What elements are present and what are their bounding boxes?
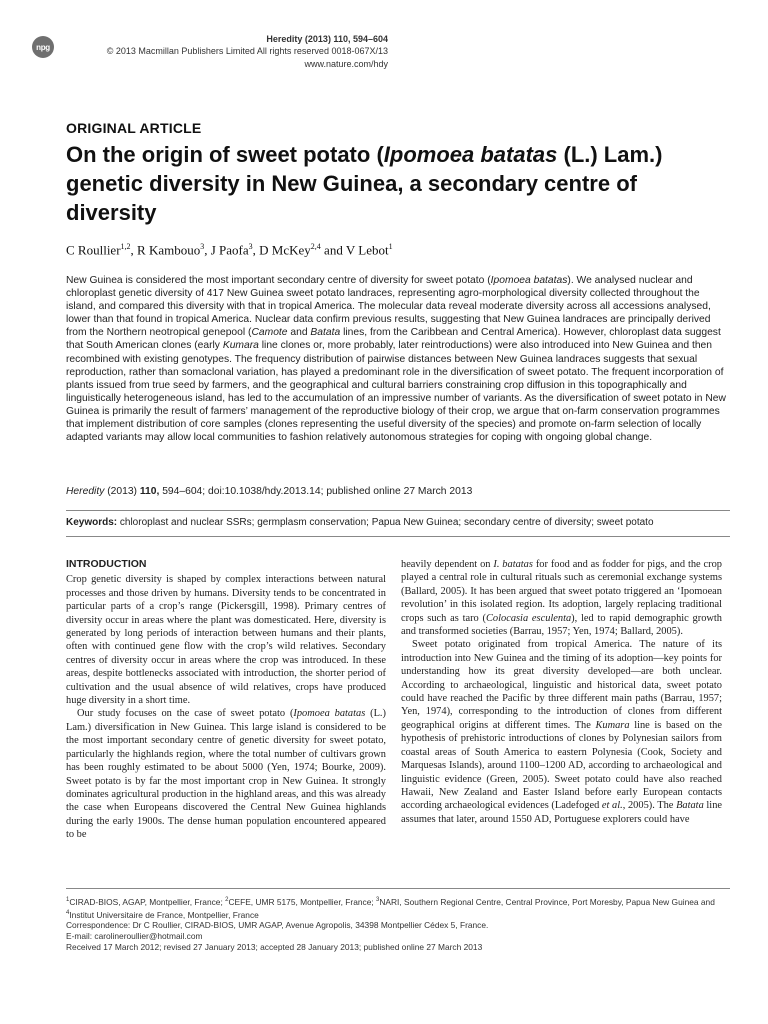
body-paragraph: heavily dependent on I. batatas for food and as fodder for pigs, and the crop played a central role in cultural rituals such as ceremonial exchange systems (Ballard, 2005). It has been argued that sweet potato triggered an ‘Ipomoean revolution’ in this isolated region. Its adoption, largely replacing traditional crops such as taro (Colocasia esculenta), led to rapid demographic growth and transformed societies (Barrau, 1957; Yen, 1974; Ballard, 2005). [401,559,722,638]
journal-citation: Heredity (2013) 110, 594–604 [266,34,388,44]
body-paragraph: Crop genetic diversity is shaped by complex interactions between natural processes and those driven by humans. Diversity tends to be concentrated in particular parts of a crop’s range (Pickersgill, 1998). Primary centres of diversity occur in areas where the plant was domesticated. Here, diversity is generated by long periods of interaction between humans and their plants, often with continued gene flow with the crop’s wild relatives. Secondary centres of diversity occur in areas where the crop was introduced. In these areas, despite bottlenecks associated with introduction, the shorter period of cultivation and the usual absence of wild relatives, crops have produced huge diversity in a short time. [66,574,386,707]
footnote-rule [66,888,730,889]
author-affiliation: 3 [200,242,205,251]
author-name: D McKey [259,242,311,258]
citation-volume: 110, [139,486,160,497]
citation-year: (2013) [104,486,140,497]
keywords-bottom-rule [66,536,730,537]
received-dates: Received 17 March 2012; revised 27 January 2013; accepted 28 January 2013; published online 27 March 2013 [66,941,483,952]
body-paragraph: Sweet potato originated from tropical America. The nature of its introduction into New Guinea and the timing of its adoption—key points for understanding how its great diversity developed—are both unclear. According to archaeological, linguistic and historical data, sweet potato could have reached the Pacific by three different main paths (Barrau, 1957; Yen, 1974), corresponding to the introduction of clones from different geographical origins at different times. The Kumara line is based on the hypothesis of prehistoric introductions of clones by Polynesian sailors from coastal areas of South America to eastern Polynesia (Cook, Society and Marquesas Islands), around 1100–1200 AD, according to archaeological and linguistic evidence (Green, 2005). Sweet potato could have also reached Hawaii, New Zealand and Easter Island before early European contacts according archaeological evidences (Ladefoged et al., 2005). The Batata line assumes that later, around 1550 AD, Portuguese explorers could have [401,639,722,825]
keywords-list: chloroplast and nuclear SSRs; germplasm conservation; Papua New Guinea; secondary centre of diversity; sweet potato [117,517,654,528]
article-title [66,140,726,227]
author-affiliation: 1 [388,242,393,251]
journal-url[interactable]: www.nature.com/hdy [304,59,388,69]
copyright-line: © 2013 Macmillan Publishers Limited All rights reserved 0018-067X/13 [106,46,388,56]
body-column-left [66,558,386,842]
citation-doi: 594–604; doi:10.1038/hdy.2013.14; published online 27 March 2013 [159,486,473,497]
title-text: On the origin of sweet potato ( [66,142,384,167]
article-type: ORIGINAL ARTICLE [66,120,202,136]
affiliations: $^1$CIRAD-BIOS, AGAP, Montpellier, France; $^2$CEFE, UMR 5175, Montpellier, France; $^3$NARI, Southern Regional Centre, Central Province, Port Moresby, Papua New Guinea and [66,896,715,907]
email[interactable]: E-mail: carolineroullier@hotmail.com [66,930,203,941]
title-species: Ipomoea batatas [383,142,558,167]
author-list: C Roullier$^{1,2}$, R Kambouo$^3$, J Paofa$^3$, D McKey$^{2,4}$ and V Lebot$^1$ [66,242,393,258]
author-name: J Paofa [210,242,249,258]
keywords-top-rule [66,510,730,511]
journal-header [106,33,388,69]
author-affiliation: 3 [248,242,253,251]
citation-journal: Heredity [66,486,105,497]
section-heading-introduction: INTRODUCTION [66,558,147,570]
footnotes [66,895,730,953]
author-affiliation: 1,2 [120,242,131,251]
keywords-label: Keywords: [66,517,118,528]
author-affiliation: 2,4 [310,242,321,251]
author-name: R Kambouo [137,242,201,258]
title-text-rest: (L.) Lam.) genetic diversity in New Guinea, a secondary centre of diversity [66,142,663,225]
correspondence: Correspondence: Dr C Roullier, CIRAD-BIOS, UMR AGAP, Avenue Agropolis, 34398 Montpellier Cédex 5, France. [66,920,489,931]
author-name: C Roullier [66,242,121,258]
author-name: V Lebot [345,242,389,258]
npg-logo: npg [32,36,54,58]
article-citation [66,486,472,497]
body-column-right [401,558,722,826]
abstract: New Guinea is considered the most important secondary centre of diversity for sweet potato (Ipomoea batatas). We analysed nuclear and chloroplast genetic diversity of 417 New Guinea sweet potato landraces, representing agro-morphological diversity collected throughout the island, and compared this diversity with that in tropical America. The molecular data reveal moderate diversity across all accessions analysed, lower than that found in tropical America. Nuclear data confirm previous results, suggesting that New Guinea landraces are principally derived from the Northern neotropical genepool (Camote and Batata lines, from the Caribbean and Central America). However, chloroplast data suggest that South American clones (early Kumara line clones or, more probably, later reintroductions) were also introduced into New Guinea and then recombined with existing genotypes. The frequency distribution of pairwise distances between New Guinea landraces suggests that sexual reproduction, rather than somaclonal variation, has played a predominant role in the diversification of sweet potato. The frequent incorporation of plants issued from true seed by farmers, and the geographical and cultural barriers constraining crop diffusion in this topographically and linguistically heterogeneous island, has led to the accumulation of an impressive number of variants. As the diversification of sweet potato in New Guinea is primarily the result of farmers’ management of the reproductive biology of their crop, we argue that on-farm conservation programmes that implement distribution of core samples (clones representing the useful diversity of the species) and promote on-farm selection of locally adapted variants may allow local communities to fashion relatively autonomous strategies for coping with ongoing global change. [66,275,726,444]
affiliations-cont: $^4$Institut Universitaire de France, Montpellier, France [66,909,259,920]
keywords [66,517,730,528]
body-paragraph: Our study focuses on the case of sweet potato (Ipomoea batatas (L.) Lam.) diversification in New Guinea. This large island is considered to be the most important secondary centre of genetic diversity for sweet potato, particularly the highlands region, where the total number of cultivars grown has been roughly estimated to be about 5000 (Yen, 1974; Bourke, 2009). Sweet potato is by far the most important crop in New Guinea. It strongly dominates agricultural production in the highland areas, and this was already the case when Europeans discovered the Central New Guinea highlands during the early 1900s. The dense human population encountered appeared to be [66,708,386,841]
